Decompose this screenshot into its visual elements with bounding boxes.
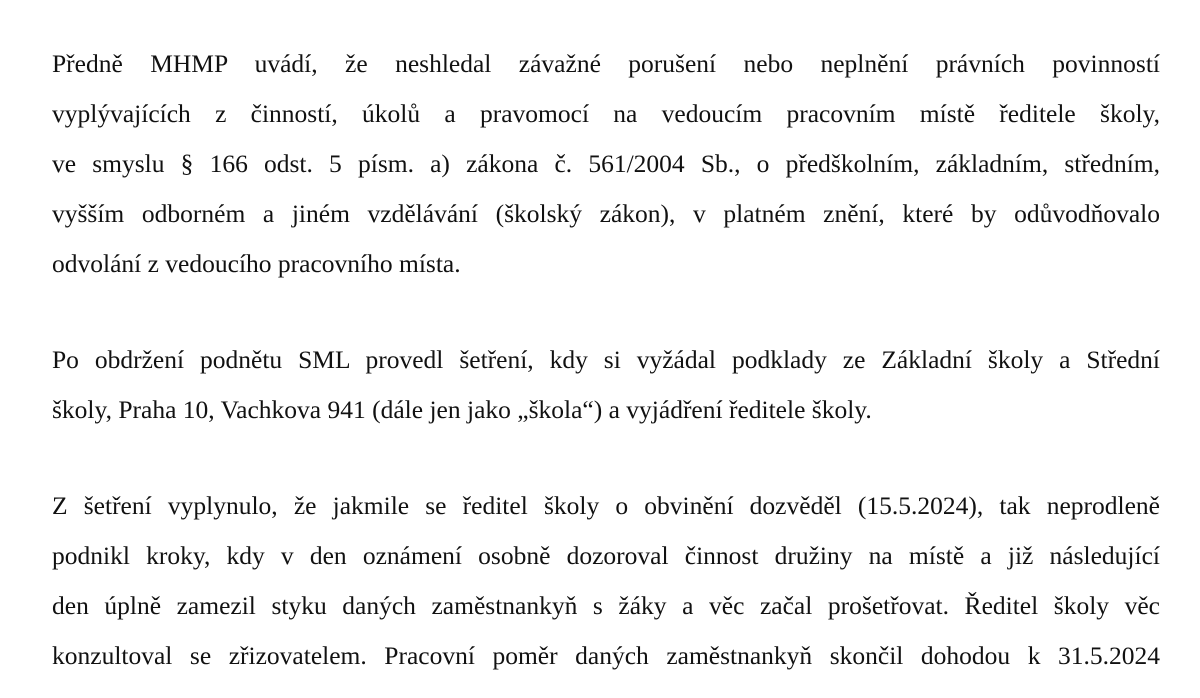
paragraph-spacer <box>52 294 1160 340</box>
paragraph-spacer <box>52 440 1160 486</box>
paragraph-1 <box>52 44 1160 294</box>
paragraph-line: Po obdržení podnětu SML provedl šetření, kdy si vyžádal podklady ze Základní školy a Střední <box>52 345 1160 374</box>
paragraph-line: odvolání z vedoucího pracovního místa. <box>52 249 461 278</box>
paragraph-line: Předně MHMP uvádí, že neshledal závažné porušení nebo neplnění právních povinností <box>52 49 1160 78</box>
paragraph-line: podnikl kroky, kdy v den oznámení osobně dozoroval činnost družiny na místě a již následující <box>52 541 1160 570</box>
paragraph-line: den úplně zamezil styku daných zaměstnankyň s žáky a věc začal prošetřovat. Ředitel školy věc <box>52 591 1160 620</box>
paragraph-line: ve smyslu § 166 odst. 5 písm. a) zákona č. 561/2004 Sb., o předškolním, základním, středním, <box>52 149 1160 178</box>
paragraph-3 <box>52 486 1160 686</box>
paragraph-line: vyplývajících z činností, úkolů a pravomocí na vedoucím pracovním místě ředitele školy, <box>52 99 1160 128</box>
document-page <box>52 44 1160 686</box>
paragraph-line: školy, Praha 10, Vachkova 941 (dále jen jako „škola“) a vyjádření ředitele školy. <box>52 395 872 424</box>
paragraph-line: konzultoval se zřizovatelem. Pracovní poměr daných zaměstnankyň skončil dohodou k 31.5.2024 <box>52 641 1160 670</box>
paragraph-2 <box>52 340 1160 440</box>
paragraph-line: Z šetření vyplynulo, že jakmile se ředitel školy o obvinění dozvěděl (15.5.2024), tak neprodleně <box>52 491 1160 520</box>
paragraph-line: vyšším odborném a jiném vzdělávání (školský zákon), v platném znění, které by odůvodňovalo <box>52 199 1160 228</box>
